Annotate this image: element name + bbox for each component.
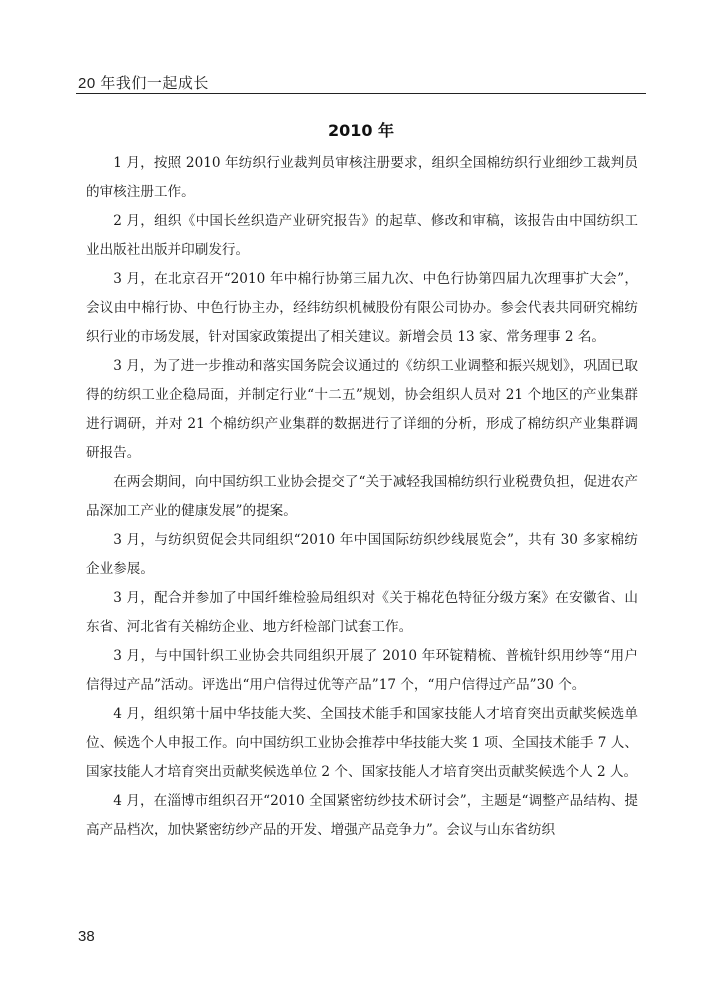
paragraph: 3 月，为了进一步推动和落实国务院会议通过的《纺织工业调整和振兴规划》，巩固已取得的纺织工业企稳局面，并制定行业“十二五”规划，协会组织人员对 21 个地区的产业集群进行调研，并对 21 个棉纺织产业集群的数据进行了详细的分析，形成了棉纺织产业集群调研报告。 (86, 358, 638, 461)
paragraph: 3 月，与中国针织工业协会共同组织开展了 2010 年环锭精梳、普梳针织用纱等“用户信得过产品”活动。评选出“用户信得过优等产品”17 个，“用户信得过产品”30 个。 (86, 648, 638, 693)
paragraph: 在两会期间，向中国纺织工业协会提交了“关于减轻我国棉纺织行业税费负担，促进农产品深加工产业的健康发展”的提案。 (86, 474, 638, 519)
paragraph: 1 月，按照 2010 年纺织行业裁判员审核注册要求，组织全国棉纺织行业细纱工裁判员的审核注册工作。 (86, 155, 638, 200)
paragraph: 4 月，在淄博市组织召开“2010 全国紧密纺纱技术研讨会”，主题是“调整产品结构、提高产品档次，加快紧密纺纱产品的开发、增强产品竞争力”。会议与山东省纺织 (86, 793, 638, 838)
body-text (86, 149, 638, 845)
paragraph: 3 月，在北京召开“2010 年中棉行协第三届九次、中色行协第四届九次理事扩大会”，会议由中棉行协、中色行协主办，经纬纺织机械股份有限公司协办。参会代表共同研究棉纺织行业的市场发展，针对国家政策提出了相关建议。新增会员 13 家、常务理事 2 名。 (86, 271, 638, 345)
paragraph: 3 月，与纺织贸促会共同组织“2010 年中国国际纺织纱线展览会”，共有 30 多家棉纺企业参展。 (86, 532, 638, 577)
page-number: 38 (78, 928, 95, 945)
paragraph: 2 月，组织《中国长丝织造产业研究报告》的起草、修改和审稿，该报告由中国纺织工业出版社出版并印刷发行。 (86, 213, 638, 258)
header-divider (76, 93, 646, 94)
running-header: 20 年我们一起成长 (78, 75, 209, 92)
paragraph: 4 月，组织第十届中华技能大奖、全国技术能手和国家技能人才培育突出贡献奖候选单位、候选个人申报工作。向中国纺织工业协会推荐中华技能大奖 1 项、全国技术能手 7 人、国家技能人才培育突出贡献奖候选单位 2 个、国家技能人才培育突出贡献奖候选个人 2 人。 (86, 706, 638, 780)
paragraph: 3 月，配合并参加了中国纤维检验局组织对《关于棉花色特征分级方案》在安徽省、山东省、河北省有关棉纺企业、地方纤检部门试套工作。 (86, 590, 638, 635)
section-title: 2010 年 (327, 121, 395, 140)
